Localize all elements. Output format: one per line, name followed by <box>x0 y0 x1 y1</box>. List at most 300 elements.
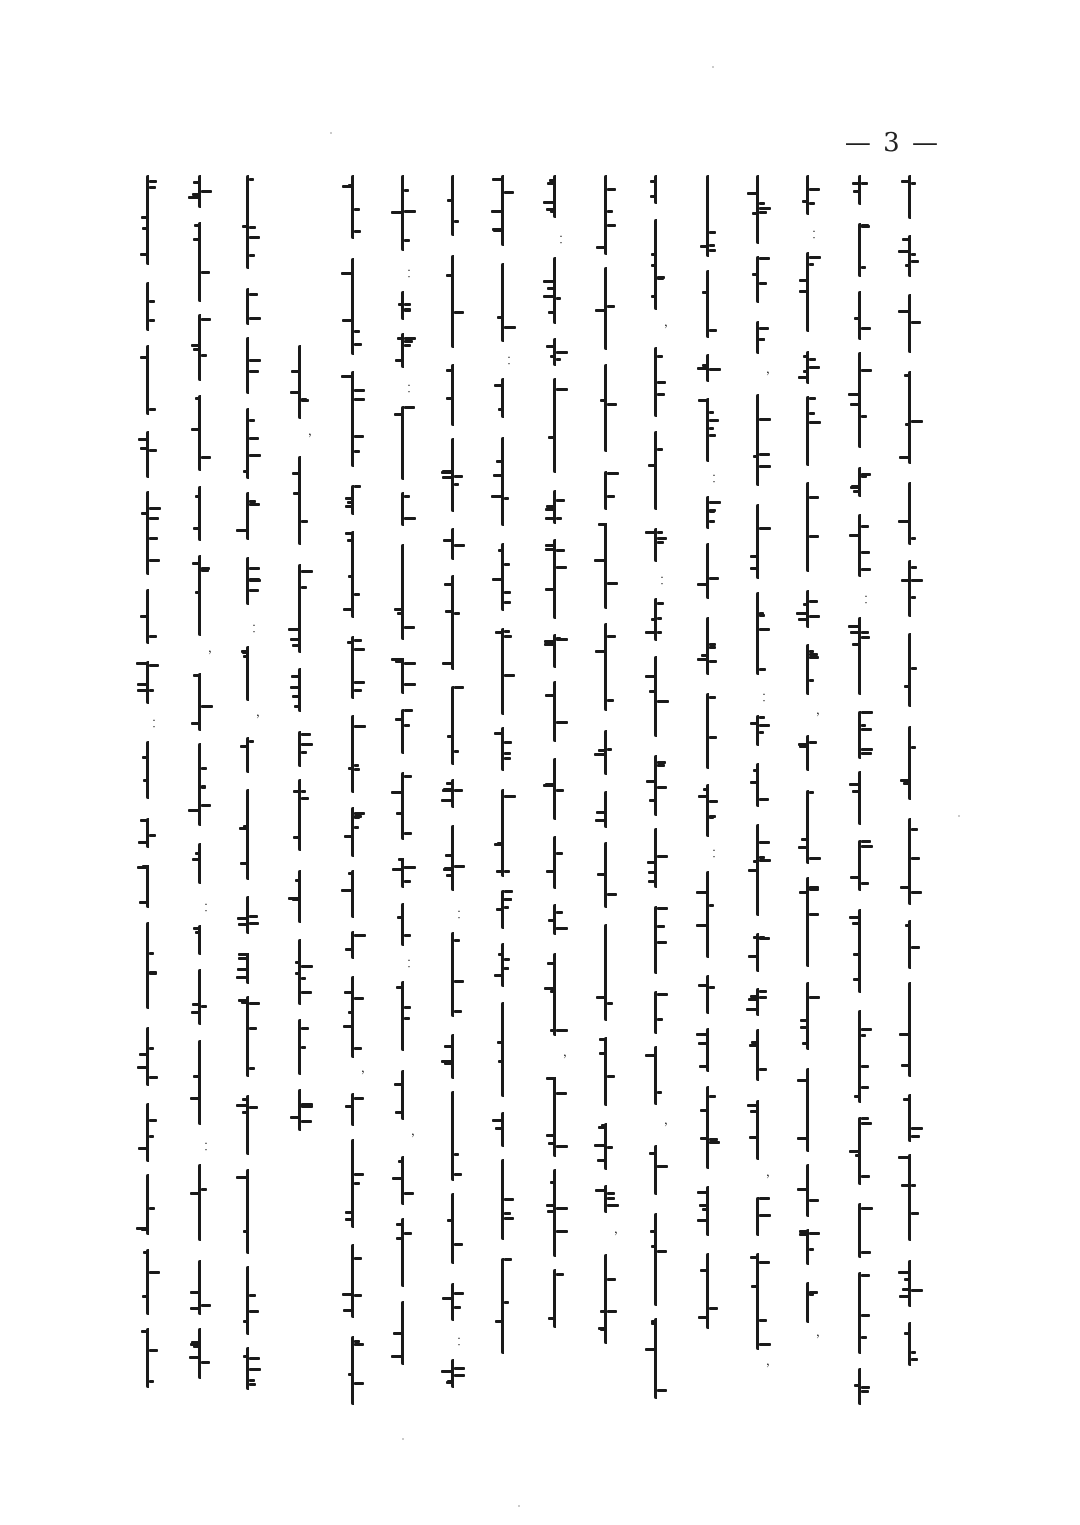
script-word <box>401 858 418 888</box>
glyph-stroke <box>657 537 667 540</box>
glyph-stroke <box>657 531 663 534</box>
glyph-stroke <box>293 790 300 793</box>
glyph-stroke <box>861 1314 870 1317</box>
glyph-stroke <box>911 321 921 324</box>
glyph-stroke <box>861 1386 870 1389</box>
glyph-stroke <box>556 388 568 391</box>
glyph-stroke <box>249 1379 255 1382</box>
glyph-stroke <box>798 846 808 849</box>
script-word <box>756 256 773 303</box>
glyph-stroke <box>404 189 409 192</box>
glyph-stroke <box>301 570 313 573</box>
glyph-stroke <box>195 852 200 855</box>
glyph-stroke <box>142 865 148 868</box>
glyph-stroke <box>657 993 668 996</box>
glyph-stroke <box>550 990 555 993</box>
glyph-stroke <box>504 967 509 970</box>
glyph-stroke <box>249 419 255 422</box>
glyph-stroke <box>394 1083 403 1086</box>
script-word <box>351 931 368 959</box>
glyph-stroke <box>861 748 873 751</box>
glyph-stroke <box>201 271 210 274</box>
glyph-stroke <box>443 539 453 542</box>
glyph-stroke <box>799 1230 808 1233</box>
glyph-stroke <box>404 1232 412 1235</box>
glyph-stroke <box>600 1310 606 1313</box>
glyph-stroke <box>491 210 503 213</box>
glyph-stroke <box>750 1256 758 1259</box>
glyph-stroke <box>861 369 872 372</box>
glyph-stroke <box>395 1111 403 1114</box>
glyph-stroke <box>556 1273 564 1276</box>
glyph-stroke <box>657 355 663 358</box>
script-word <box>806 396 823 466</box>
script-word <box>908 633 925 707</box>
glyph-stroke <box>657 764 665 767</box>
glyph-stroke <box>504 601 511 604</box>
glyph-stroke <box>396 1237 403 1240</box>
glyph-stroke <box>698 1316 708 1319</box>
glyph-stroke <box>398 303 403 306</box>
script-word <box>908 371 925 464</box>
script-word <box>706 617 723 675</box>
script-word <box>246 408 263 479</box>
script-word <box>654 598 671 641</box>
glyph-stroke <box>193 348 200 351</box>
script-word <box>806 877 823 967</box>
glyph-stroke <box>911 1351 916 1354</box>
script-word <box>146 1174 163 1235</box>
script-word <box>198 673 215 731</box>
glyph-stroke <box>348 184 353 187</box>
glyph-stroke <box>647 861 656 864</box>
glyph-stroke <box>441 799 453 802</box>
glyph-stroke <box>709 660 717 663</box>
script-word <box>351 485 368 515</box>
script-word <box>908 726 925 800</box>
glyph-stroke <box>149 537 158 540</box>
glyph-stroke <box>201 767 207 770</box>
glyph-stroke <box>149 1076 158 1079</box>
glyph-stroke <box>354 1173 364 1176</box>
glyph-stroke <box>853 922 860 925</box>
glyph-stroke <box>397 337 403 340</box>
glyph-stroke <box>504 906 509 909</box>
glyph-stroke <box>496 460 503 463</box>
glyph-stroke <box>547 962 555 965</box>
script-word <box>706 784 723 837</box>
script-word <box>604 175 621 255</box>
glyph-stroke <box>759 859 771 862</box>
glyph-stroke <box>861 711 873 714</box>
glyph-stroke <box>444 583 453 586</box>
glyph-stroke <box>354 689 362 692</box>
script-word <box>198 1260 215 1315</box>
glyph-stroke <box>556 1092 567 1095</box>
glyph-stroke <box>809 256 821 259</box>
glyph-stroke <box>556 566 567 569</box>
script-word <box>501 263 518 342</box>
glyph-stroke <box>249 740 254 743</box>
punctuation-mark: ︰ <box>453 908 466 922</box>
glyph-stroke <box>596 996 606 999</box>
punctuation-mark: ︰ <box>403 267 416 281</box>
glyph-stroke <box>504 635 512 638</box>
script-word <box>756 1100 773 1160</box>
punctuation-mark: ︰ <box>656 574 669 588</box>
script-word <box>401 1301 418 1365</box>
glyph-stroke <box>391 791 403 794</box>
glyph-stroke <box>496 908 503 911</box>
glyph-stroke <box>249 370 259 373</box>
script-word <box>706 270 723 338</box>
script-word <box>146 1249 163 1315</box>
glyph-stroke <box>201 1188 207 1191</box>
script-word <box>198 969 215 1025</box>
glyph-stroke <box>404 724 410 727</box>
glyph-stroke <box>149 1119 157 1122</box>
glyph-stroke <box>849 534 860 537</box>
script-word <box>806 1282 823 1323</box>
glyph-stroke <box>404 1017 410 1020</box>
glyph-stroke <box>545 517 555 520</box>
glyph-stroke <box>595 1189 606 1192</box>
script-word <box>553 758 570 820</box>
glyph-stroke <box>454 939 460 942</box>
glyph-stroke <box>301 586 307 589</box>
glyph-stroke <box>249 1310 259 1313</box>
glyph-stroke <box>657 925 665 928</box>
scan-speck <box>518 1505 520 1507</box>
glyph-stroke <box>504 1217 514 1220</box>
script-word <box>604 623 621 711</box>
script-word <box>401 903 418 946</box>
script-word <box>654 1145 671 1195</box>
glyph-stroke <box>301 733 311 736</box>
glyph-stroke <box>911 1184 916 1187</box>
glyph-stroke <box>345 948 353 951</box>
glyph-stroke <box>454 1306 461 1309</box>
script-word <box>298 668 315 712</box>
glyph-stroke <box>607 1002 613 1005</box>
script-word <box>146 1103 163 1162</box>
glyph-stroke <box>291 675 300 678</box>
script-word <box>401 772 418 840</box>
glyph-stroke <box>851 485 860 488</box>
script-word <box>198 1328 215 1379</box>
glyph-stroke <box>354 398 365 401</box>
glyph-stroke <box>809 202 815 205</box>
script-word <box>298 1019 315 1075</box>
punctuation-mark: ︰ <box>200 901 213 915</box>
glyph-stroke <box>753 860 758 863</box>
glyph-stroke <box>442 470 453 473</box>
glyph-stroke <box>504 591 511 594</box>
glyph-stroke <box>546 870 555 873</box>
glyph-stroke <box>709 816 714 819</box>
punctuation-mark: ︐ <box>656 323 669 337</box>
punctuation-mark: ︐ <box>808 1333 821 1347</box>
glyph-stroke <box>442 662 453 665</box>
script-word <box>401 406 418 480</box>
glyph-stroke <box>709 509 716 512</box>
glyph-stroke <box>243 470 248 473</box>
glyph-stroke <box>543 295 555 298</box>
script-word <box>246 737 263 773</box>
script-word <box>146 922 163 1009</box>
glyph-stroke <box>504 326 516 329</box>
glyph-stroke <box>802 200 808 203</box>
glyph-stroke <box>191 428 200 431</box>
glyph-stroke <box>149 300 155 303</box>
glyph-stroke <box>143 1251 148 1254</box>
glyph-stroke <box>759 724 770 727</box>
glyph-stroke <box>395 1332 403 1335</box>
glyph-stroke <box>354 1382 364 1385</box>
glyph-stroke <box>853 190 860 193</box>
script-word <box>908 1322 925 1366</box>
script-word <box>706 1086 723 1169</box>
glyph-stroke <box>901 579 910 582</box>
glyph-stroke <box>596 246 606 249</box>
glyph-stroke <box>504 1301 509 1304</box>
glyph-stroke <box>140 447 148 450</box>
glyph-stroke <box>249 1294 256 1297</box>
glyph-stroke <box>149 1349 158 1352</box>
glyph-stroke <box>140 356 148 359</box>
glyph-stroke <box>650 195 656 198</box>
script-word <box>451 364 468 426</box>
glyph-stroke <box>149 689 154 692</box>
glyph-stroke <box>607 1075 615 1078</box>
glyph-stroke <box>809 366 820 369</box>
glyph-stroke <box>191 344 200 347</box>
glyph-stroke <box>594 1144 606 1147</box>
glyph-stroke <box>454 686 464 689</box>
glyph-stroke <box>193 927 200 930</box>
glyph-stroke <box>759 996 767 999</box>
glyph-stroke <box>249 1027 257 1030</box>
script-word <box>351 1336 368 1405</box>
glyph-stroke <box>651 253 656 256</box>
glyph-stroke <box>249 567 260 570</box>
script-word <box>604 924 621 1021</box>
script-word <box>553 257 570 324</box>
glyph-stroke <box>809 535 819 538</box>
glyph-stroke <box>905 264 910 267</box>
script-word <box>451 932 468 1017</box>
glyph-stroke <box>454 1243 463 1246</box>
glyph-stroke <box>149 952 154 955</box>
script-word <box>908 235 925 277</box>
glyph-stroke <box>504 795 516 798</box>
glyph-stroke <box>241 1001 248 1004</box>
glyph-stroke <box>752 273 758 276</box>
text-column <box>750 175 776 1405</box>
glyph-stroke <box>855 1154 860 1157</box>
glyph-stroke <box>898 520 910 523</box>
glyph-stroke <box>861 182 868 185</box>
glyph-stroke <box>651 1245 656 1248</box>
script-word <box>756 175 773 244</box>
glyph-stroke <box>504 1258 512 1261</box>
script-word <box>908 482 925 545</box>
glyph-stroke <box>394 608 403 611</box>
glyph-stroke <box>193 527 200 530</box>
text-column <box>445 175 471 1405</box>
glyph-stroke <box>543 280 555 283</box>
glyph-stroke <box>548 436 555 439</box>
script-word <box>246 557 263 605</box>
glyph-stroke <box>709 411 714 414</box>
script-word <box>298 939 315 1005</box>
script-word <box>806 790 823 864</box>
script-word <box>401 1218 418 1287</box>
glyph-stroke <box>190 1307 200 1310</box>
script-word <box>451 175 468 236</box>
glyph-stroke <box>709 231 716 234</box>
glyph-stroke <box>759 338 765 341</box>
punctuation-mark: ︰ <box>148 717 161 731</box>
glyph-stroke <box>550 1181 555 1184</box>
glyph-stroke <box>354 450 360 453</box>
glyph-stroke <box>848 393 860 396</box>
glyph-stroke <box>657 1165 668 1168</box>
glyph-stroke <box>809 996 820 999</box>
script-word <box>198 1164 215 1241</box>
glyph-stroke <box>397 916 403 919</box>
script-word <box>756 592 773 675</box>
glyph-stroke <box>491 495 503 498</box>
glyph-stroke <box>607 582 618 585</box>
glyph-stroke <box>898 1271 910 1274</box>
glyph-stroke <box>354 330 360 333</box>
punctuation-mark: ︰ <box>758 691 771 705</box>
glyph-stroke <box>597 873 606 876</box>
script-word <box>806 252 823 332</box>
glyph-stroke <box>195 591 200 594</box>
glyph-stroke <box>809 412 815 415</box>
glyph-stroke <box>861 752 872 755</box>
glyph-stroke <box>492 228 503 231</box>
glyph-stroke <box>911 1135 920 1138</box>
script-word <box>146 431 163 478</box>
glyph-stroke <box>240 745 248 748</box>
glyph-stroke <box>697 583 708 586</box>
glyph-stroke <box>651 264 656 267</box>
glyph-stroke <box>454 1173 462 1176</box>
glyph-stroke <box>911 746 916 749</box>
punctuation-mark: ︰ <box>453 1335 466 1349</box>
glyph-stroke <box>249 922 259 925</box>
punctuation-mark: ︐ <box>248 713 261 727</box>
glyph-stroke <box>798 743 808 746</box>
script-word <box>198 843 215 884</box>
glyph-stroke <box>201 1361 210 1364</box>
glyph-stroke <box>904 374 910 377</box>
glyph-stroke <box>249 1368 261 1371</box>
script-word <box>198 555 215 636</box>
glyph-stroke <box>651 618 656 621</box>
script-word <box>806 982 823 1050</box>
glyph-stroke <box>597 1159 606 1162</box>
glyph-stroke <box>911 566 917 569</box>
script-word <box>298 564 315 653</box>
script-word <box>806 175 823 215</box>
glyph-stroke <box>556 351 568 354</box>
glyph-stroke <box>650 180 656 183</box>
glyph-stroke <box>657 602 664 605</box>
punctuation-mark: ︰ <box>555 233 568 247</box>
punctuation-mark: ︰ <box>860 593 873 607</box>
glyph-stroke <box>404 832 412 835</box>
glyph-stroke <box>607 188 616 191</box>
glyph-stroke <box>905 423 910 426</box>
glyph-stroke <box>454 1153 459 1156</box>
glyph-stroke <box>702 291 708 294</box>
glyph-stroke <box>442 789 453 792</box>
glyph-stroke <box>657 941 667 944</box>
glyph-stroke <box>192 858 200 861</box>
glyph-stroke <box>698 984 708 987</box>
glyph-stroke <box>394 413 403 416</box>
glyph-stroke <box>249 589 259 592</box>
script-word <box>604 267 621 350</box>
script-word <box>501 1258 518 1354</box>
script-word <box>246 175 263 269</box>
glyph-stroke <box>699 1065 708 1068</box>
script-word <box>908 294 925 353</box>
glyph-stroke <box>237 968 248 971</box>
glyph-stroke <box>545 588 555 591</box>
script-word <box>501 789 518 877</box>
glyph-stroke <box>504 1198 514 1201</box>
script-word <box>246 996 263 1077</box>
glyph-stroke <box>237 917 248 920</box>
glyph-stroke <box>556 911 563 914</box>
script-word <box>908 175 925 219</box>
glyph-stroke <box>699 1204 708 1207</box>
glyph-stroke <box>651 295 656 298</box>
glyph-stroke <box>404 880 411 883</box>
glyph-stroke <box>395 660 403 663</box>
glyph-stroke <box>911 1127 923 1130</box>
glyph-stroke <box>504 497 509 500</box>
glyph-stroke <box>648 464 656 467</box>
script-word <box>706 496 723 529</box>
script-word <box>858 909 875 993</box>
glyph-stroke <box>494 974 503 977</box>
glyph-stroke <box>899 1033 910 1036</box>
glyph-stroke <box>748 869 758 872</box>
script-word <box>146 818 163 848</box>
glyph-stroke <box>854 317 860 320</box>
script-word <box>706 1253 723 1329</box>
glyph-stroke <box>696 891 708 894</box>
glyph-stroke <box>354 1294 362 1297</box>
glyph-stroke <box>803 603 808 606</box>
glyph-stroke <box>911 579 923 582</box>
text-column <box>547 175 573 1405</box>
glyph-stroke <box>343 608 353 611</box>
glyph-stroke <box>556 721 568 724</box>
glyph-stroke <box>446 397 453 400</box>
glyph-stroke <box>249 236 260 239</box>
glyph-stroke <box>709 986 715 989</box>
script-word <box>501 1002 518 1097</box>
glyph-stroke <box>249 1067 255 1070</box>
script-word <box>604 1254 621 1344</box>
